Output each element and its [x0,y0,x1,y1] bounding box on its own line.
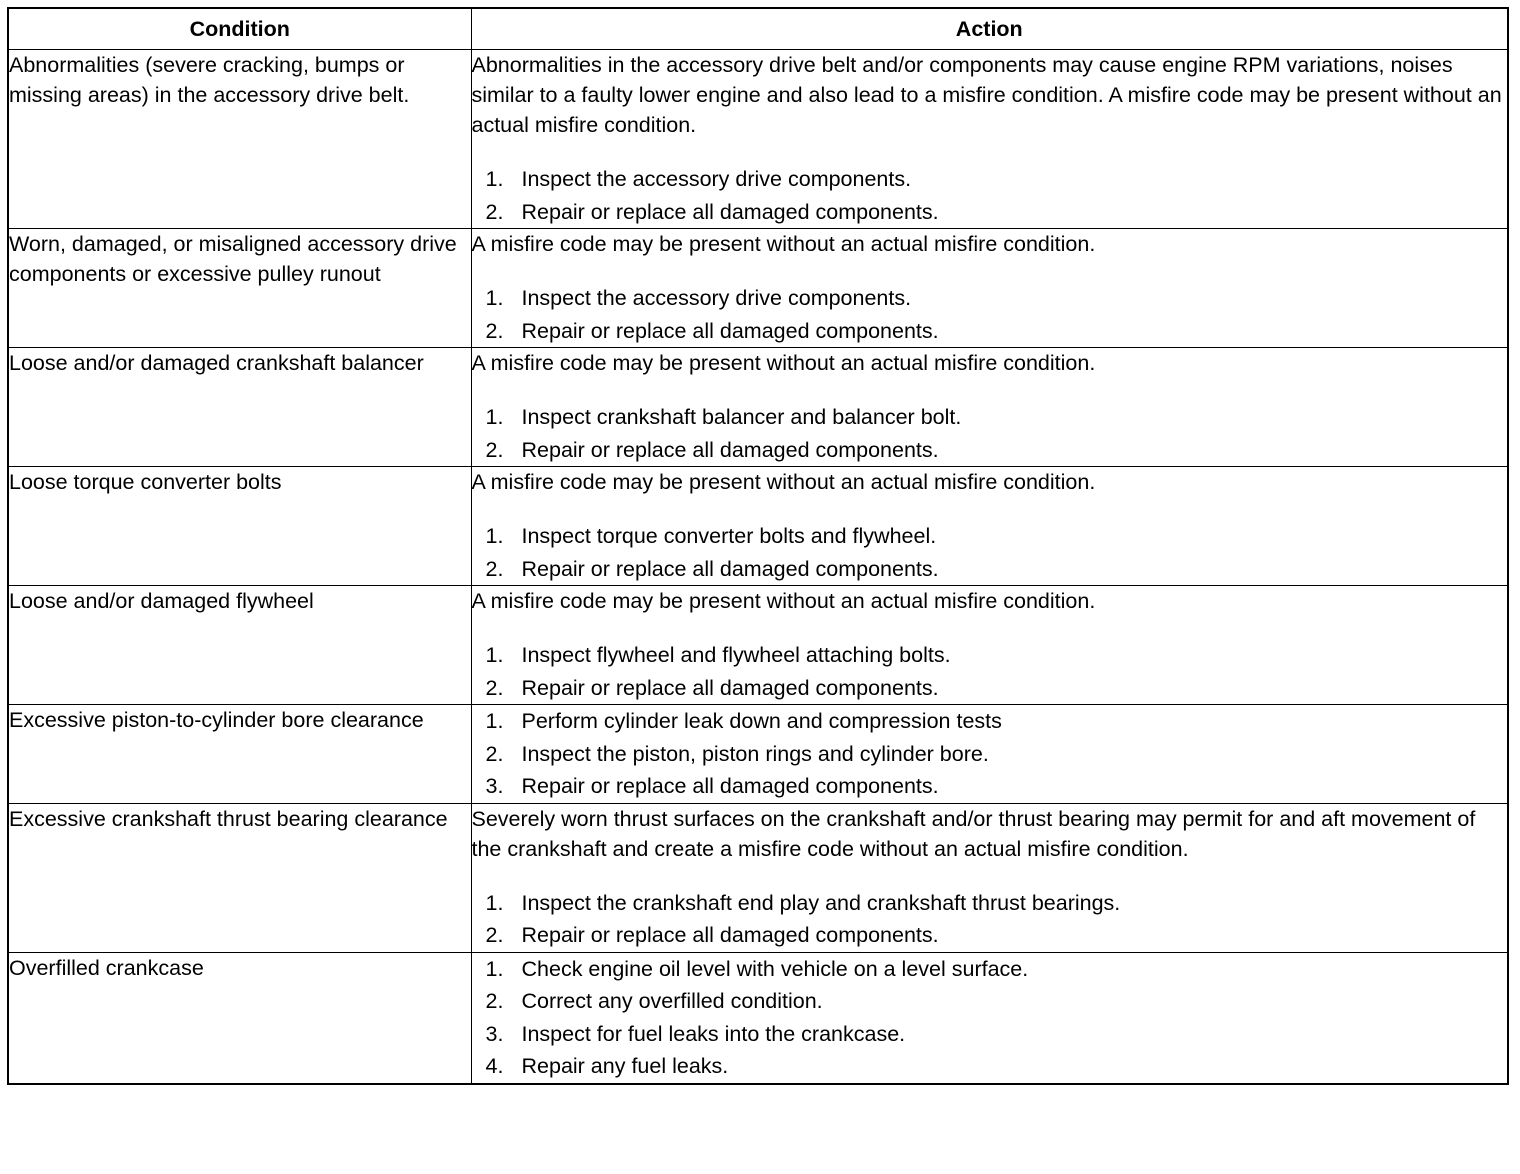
action-description: Abnormalities in the accessory drive belt and/or components may cause engine RPM variations, noises similar to a faulty lower engine and also lead to a misfire condition. A misfire code may be present without an actual misfire condition. [471,53,1502,137]
step-text: Inspect flywheel and flywheel attaching bolts. [521,643,951,667]
step-text: Repair any fuel leaks. [521,1054,729,1078]
step-number: 1. [485,524,504,548]
condition-cell: Overfilled crankcase [8,952,471,1084]
step-text: Repair or replace all damaged components. [521,774,939,798]
action-steps [472,639,1508,704]
action-header: Action [471,8,1508,50]
step-text: Repair or replace all damaged components. [521,318,939,343]
action-step [472,163,1508,196]
step-text: Inspect crankshaft balancer and balancer bolt. [521,405,962,429]
action-cell [471,50,1508,229]
condition-cell: Loose and/or damaged crankshaft balancer [8,348,471,467]
action-steps [472,705,1508,803]
action-step [472,985,1508,1018]
table-body [8,50,1508,1084]
action-step [472,887,1508,920]
step-number: 2. [485,923,504,947]
step-text: Inspect the piston, piston rings and cylinder bore. [521,741,989,766]
table-row [8,467,1508,586]
table-row [8,586,1508,705]
table-row [8,952,1508,1084]
step-number: 1. [485,167,504,191]
step-number: 3. [485,774,504,798]
step-number: 1. [485,890,504,915]
action-steps [472,163,1508,228]
table-row [8,705,1508,804]
step-number: 2. [485,437,504,462]
action-step [472,520,1508,553]
action-steps [472,953,1508,1083]
action-step [472,639,1508,672]
step-number: 3. [485,1021,504,1046]
action-step [472,196,1508,229]
action-description: A misfire code may be present without an actual misfire condition. [471,351,1096,375]
action-step [472,1050,1508,1083]
action-step [472,770,1508,803]
step-number: 1. [485,709,504,733]
step-text: Inspect the crankshaft end play and crankshaft thrust bearings. [521,890,1121,915]
action-description: Severely worn thrust surfaces on the crankshaft and/or thrust bearing may permit for and aft movement of the crankshaft and create a misfire code without an actual misfire condition. [471,806,1476,861]
table-row [8,50,1508,229]
action-steps [472,520,1508,585]
step-number: 1. [485,405,504,429]
action-step [472,553,1508,586]
step-text: Correct any overfilled condition. [521,989,823,1013]
step-number: 1. [485,643,504,667]
condition-cell: Worn, damaged, or misaligned accessory drive components or excessive pulley runout [8,229,471,348]
step-number: 2. [485,989,504,1013]
condition-cell: Abnormalities (severe cracking, bumps or missing areas) in the accessory drive belt. [8,50,471,229]
action-step [472,919,1508,952]
step-number: 2. [485,741,504,766]
table-row [8,803,1508,952]
step-number: 2. [485,318,504,343]
action-description: A misfire code may be present without an actual misfire condition. [471,232,1096,256]
action-description: A misfire code may be present without an actual misfire condition. [471,589,1096,613]
step-text: Inspect torque converter bolts and flywheel. [521,524,937,548]
condition-cell: Excessive piston-to-cylinder bore clearance [8,705,471,804]
action-cell [471,229,1508,348]
action-description: A misfire code may be present without an actual misfire condition. [471,470,1096,494]
action-step [472,315,1508,348]
step-text: Perform cylinder leak down and compression tests [521,709,1002,733]
action-cell [471,705,1508,804]
step-text: Repair or replace all damaged components. [521,199,939,224]
table-row [8,229,1508,348]
action-step [472,1018,1508,1051]
diagnostic-table [7,7,1509,1085]
action-cell [471,803,1508,952]
action-steps [472,282,1508,347]
action-step [472,705,1508,738]
action-step [472,282,1508,315]
action-cell [471,348,1508,467]
table-row [8,348,1508,467]
step-number: 1. [485,956,504,981]
header-row [8,8,1508,50]
action-steps [472,887,1508,952]
action-step [472,434,1508,467]
step-number: 2. [485,199,504,224]
step-text: Repair or replace all damaged components. [521,437,939,462]
step-text: Inspect the accessory drive components. [521,167,912,191]
action-steps [472,401,1508,466]
step-text: Inspect the accessory drive components. [521,286,912,310]
action-cell [471,952,1508,1084]
step-text: Check engine oil level with vehicle on a level surface. [521,956,1029,981]
condition-header: Condition [8,8,471,50]
step-number: 1. [485,286,504,310]
condition-cell: Loose and/or damaged flywheel [8,586,471,705]
action-step [472,672,1508,705]
step-text: Inspect for fuel leaks into the crankcase. [521,1021,906,1046]
step-number: 2. [485,556,504,581]
action-cell [471,467,1508,586]
step-text: Repair or replace all damaged components. [521,923,939,947]
step-number: 4. [485,1054,504,1078]
action-step [472,401,1508,434]
action-cell [471,586,1508,705]
condition-cell: Excessive crankshaft thrust bearing clearance [8,803,471,952]
condition-cell: Loose torque converter bolts [8,467,471,586]
step-number: 2. [485,675,504,700]
step-text: Repair or replace all damaged components. [521,675,939,700]
action-step [472,953,1508,986]
step-text: Repair or replace all damaged components. [521,556,939,581]
action-step [472,738,1508,771]
